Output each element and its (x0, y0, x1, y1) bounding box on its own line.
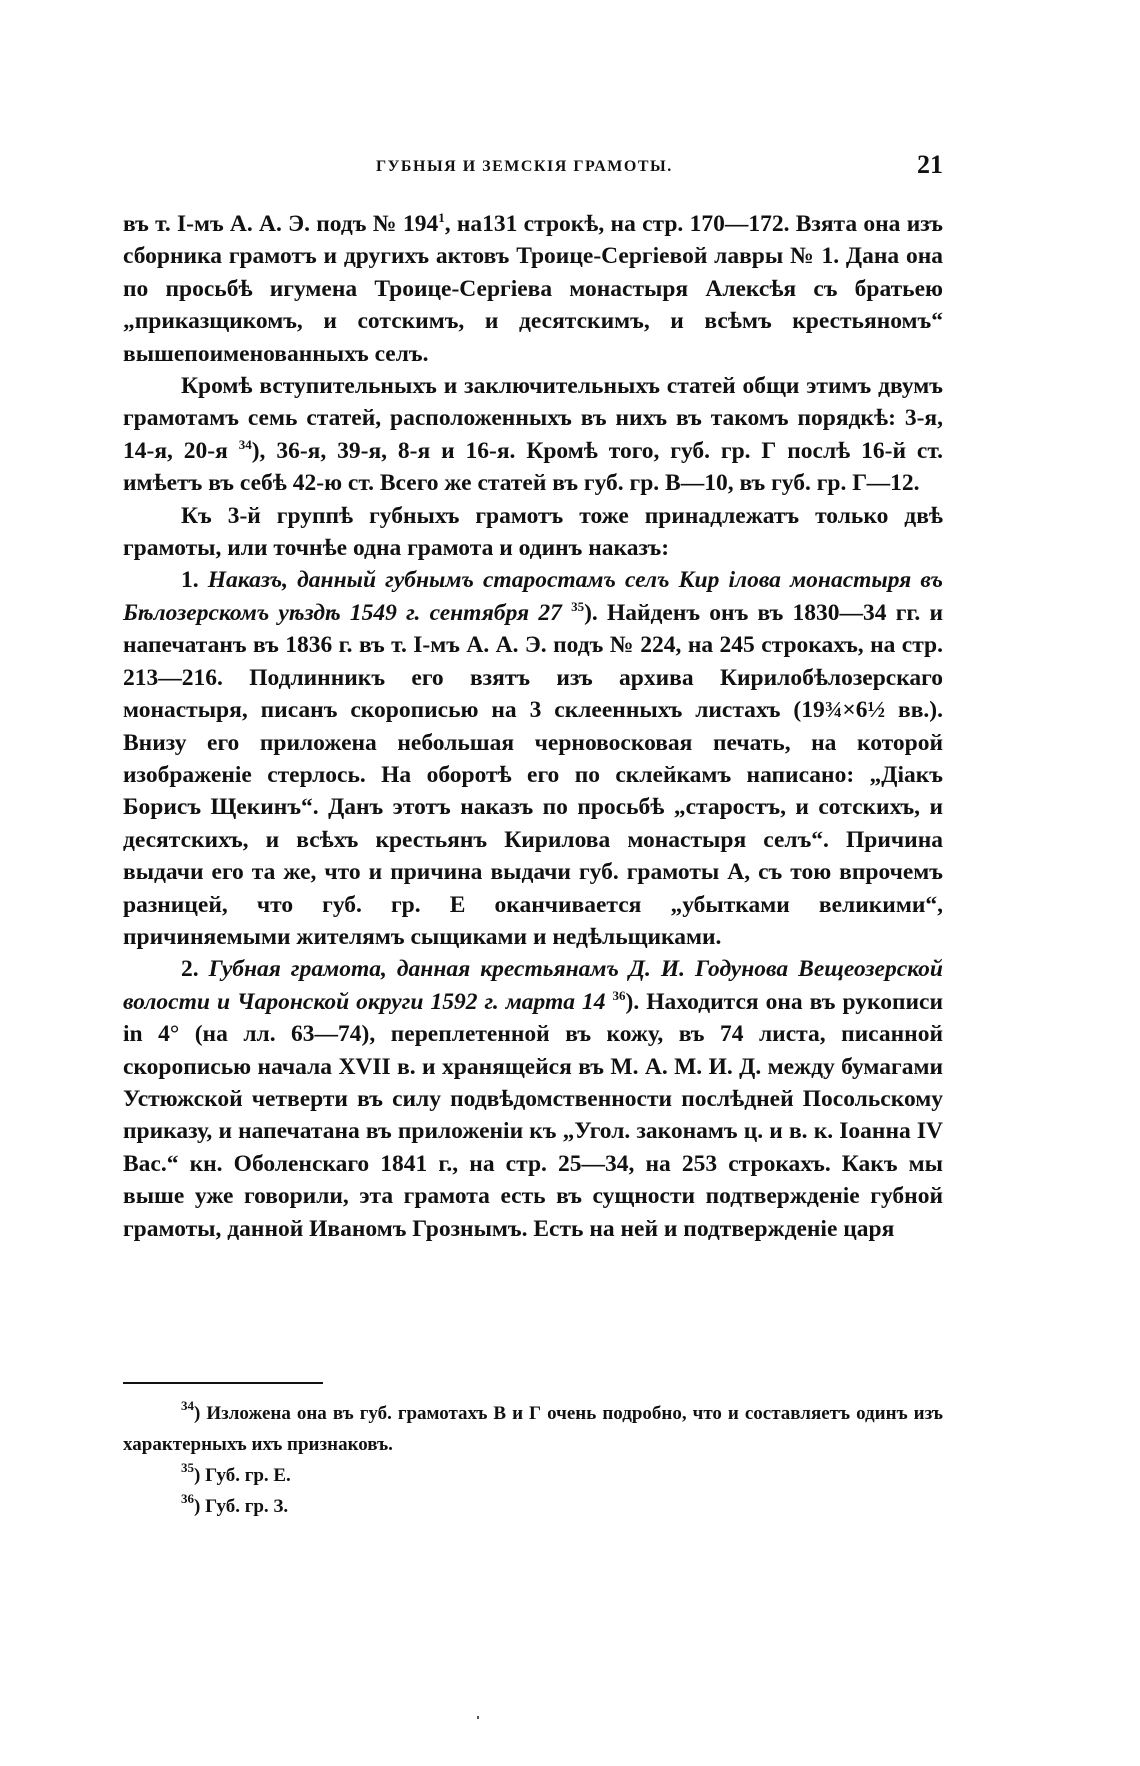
paragraph (123, 370, 943, 500)
footnote-ref: 36 (612, 987, 626, 1003)
paragraph (123, 500, 943, 565)
body-text (123, 208, 943, 1245)
text-run: ), 36-я, 39-я, 8-я и 16-я. Кромѣ того, губ. гр. Г послѣ 16-й ст. имѣетъ въ себѣ 42-ю ст. Всего же статей въ губ. гр. В—10, въ губ. гр. Г—12. (123, 437, 943, 497)
footnotes (123, 1398, 943, 1522)
footnote-number: 35 (181, 1460, 194, 1475)
footnote-ref: 34 (238, 436, 252, 452)
page-header (108, 150, 943, 186)
footnote-text: ) Изложена она въ губ. грамотахъ В и Г очень подробно, что и составляетъ одинъ изъ характерныхъ ихъ признаковъ. (123, 1403, 943, 1455)
footnote-number: 34 (181, 1398, 194, 1413)
footnote-number: 36 (181, 1491, 194, 1506)
italic-title: Губная грамота, данная крестьянамъ Д. И. Годунова Вещеозерской волости и Чаронской округи 1592 г. марта 14 (123, 956, 943, 1015)
paragraph (123, 953, 943, 1245)
text-run: 1. (181, 567, 208, 594)
footnote (123, 1460, 943, 1491)
text-run (606, 989, 613, 1015)
paragraph (123, 208, 943, 370)
footnote-text: ) Губ. гр. З. (194, 1496, 289, 1517)
footnote-text: ) Губ. гр. Е. (194, 1465, 291, 1486)
text-run: въ т. І-мъ А. А. Э. подъ № 194 (123, 211, 439, 237)
text-run: ). Находится она въ рукописи in 4° (на лл. 63—74), переплетенной въ кожу, въ 74 листа, писанной скорописью начала XVII в. и хранящейся въ М. А. М. И. Д. между бумагами Устюжской четверти въ силу подвѣдомственности послѣдней Посольскому приказу, и напечатана въ приложеніи къ „Угол. законамъ ц. и в. к. Іоанна IV Вас.“ кн. Оболенскаго 1841 г., на стр. 25—34, на 253 строкахъ. Какъ мы выше уже говорили, эта грамота есть въ сущности подтвержденіе губной грамоты, данной Иваномъ Грознымъ. Есть на ней и подтвержденіе царя (123, 988, 943, 1242)
text-run: , на131 строкѣ, на стр. 170—172. Взята она изъ сборника грамотъ и другихъ актовъ Троице-Сергіевой лавры № 1. Дана она по просьбѣ игумена Троице-Сергіева монастыря Алексѣя съ братьею „приказщикомъ, и сотскимъ, и десятскимъ, и всѣмъ крестьяномъ“ вышепоименованныхъ селъ. (123, 211, 943, 367)
paragraph (123, 564, 943, 953)
footnote-ref: 1 (438, 210, 445, 225)
text-run (562, 600, 571, 626)
page-number: 21 (917, 150, 943, 179)
running-head: ГУБНЫЯ И ЗЕМСКІЯ ГРАМОТЫ. (376, 158, 673, 175)
print-speck (477, 1716, 479, 1719)
text-run: Кромѣ вступительныхъ и заключительныхъ статей общи этимъ двумъ грамотамъ семь статей, расположенныхъ въ нихъ въ такомъ порядкѣ: 3-я, 14-я, 20-я (123, 373, 943, 464)
text-run: 2. (181, 956, 209, 983)
text-run: Къ 3-й группѣ губныхъ грамотъ тоже принадлежатъ только двѣ грамоты, или точнѣе одна грамота и одинъ наказъ: (123, 502, 943, 562)
footnote-ref: 35 (571, 598, 585, 614)
text-run: ). Найденъ онъ въ 1830—34 гг. и напечатанъ въ 1836 г. въ т. І-мъ А. А. Э. подъ № 224, на 245 строкахъ, на стр. 213—216. Подлинникъ его взятъ изъ архива Кирилобѣлозерскаго монастыря, писанъ скорописью на 3 склеенныхъ листахъ (19¾×6½ вв.). Внизу его приложена небольшая черновосковая печать, на которой изображеніе стерлось. На оборотѣ его по склейкамъ написано: „Діакъ Борисъ Щекинъ“. Данъ этотъ наказъ по просьбѣ „старостъ, и сотскихъ, и десятскихъ, и всѣхъ крестьянъ Кирилова монастыря селъ“. Причина выдачи его та же, что и причина выдачи губ. грамоты А, съ тою впрочемъ разницей, что губ. гр. Е оканчивается „убытками великими“, причиняемыми жителямъ сыщиками и недѣльщиками. (123, 599, 944, 950)
italic-title: Наказъ, данный губнымъ старостамъ селъ Кир ілова монастыря въ Бѣлозерскомъ уѣздѣ 1549 г. сентября 27 (123, 567, 944, 626)
footnote (123, 1398, 943, 1460)
footnote-rule (123, 1382, 323, 1384)
footnote (123, 1491, 943, 1522)
